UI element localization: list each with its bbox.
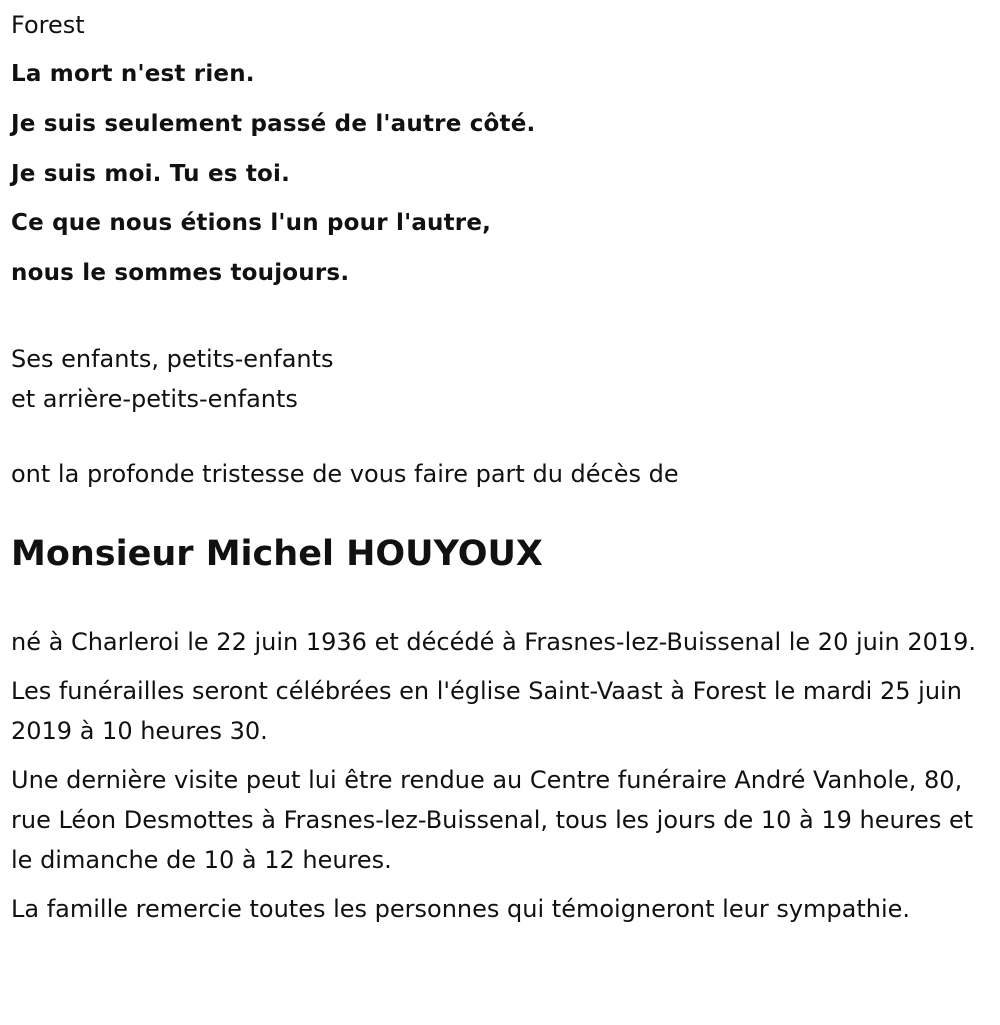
- poem-line: nous le sommes toujours.: [11, 260, 350, 286]
- thanks-paragraph: La famille remercie toutes les personnes qui témoigneront leur sympathie.: [11, 895, 911, 923]
- visitation-paragraph: Une dernière visite peut lui être rendue au Centre funéraire André Vanhole, 80, rue Léon Desmottes à Frasnes-lez-Buissenal, tous les jours de 10 à 19 heures et le dimanche de 10 à 12 heures.: [11, 766, 974, 874]
- deceased-name: Monsieur Michel HOUYOUX: [11, 534, 543, 574]
- notice-details: [11, 622, 981, 938]
- poem-line: Ce que nous étions l'un pour l'autre,: [11, 210, 492, 237]
- announcement-intro: ont la profonde tristesse de vous faire part du décès de: [11, 460, 679, 488]
- poem-line: La mort n'est rien.: [11, 61, 255, 87]
- notice-location: Forest: [11, 11, 85, 39]
- poem-line: Je suis seulement passé de l'autre côté.: [11, 110, 536, 137]
- birth-death-paragraph: né à Charleroi le 22 juin 1936 et décédé à Frasnes-lez-Buissenal le 20 juin 2019.: [11, 628, 977, 656]
- family-line: et arrière-petits-enfants: [11, 385, 298, 413]
- family-line: Ses enfants, petits-enfants: [11, 345, 334, 373]
- family-members: [11, 339, 334, 419]
- funeral-paragraph: Les funérailles seront célébrées en l'église Saint-Vaast à Forest le mardi 25 juin 2019 à 10 heures 30.: [11, 677, 962, 745]
- poem: [11, 59, 535, 308]
- poem-line: Je suis moi. Tu es toi.: [11, 160, 291, 187]
